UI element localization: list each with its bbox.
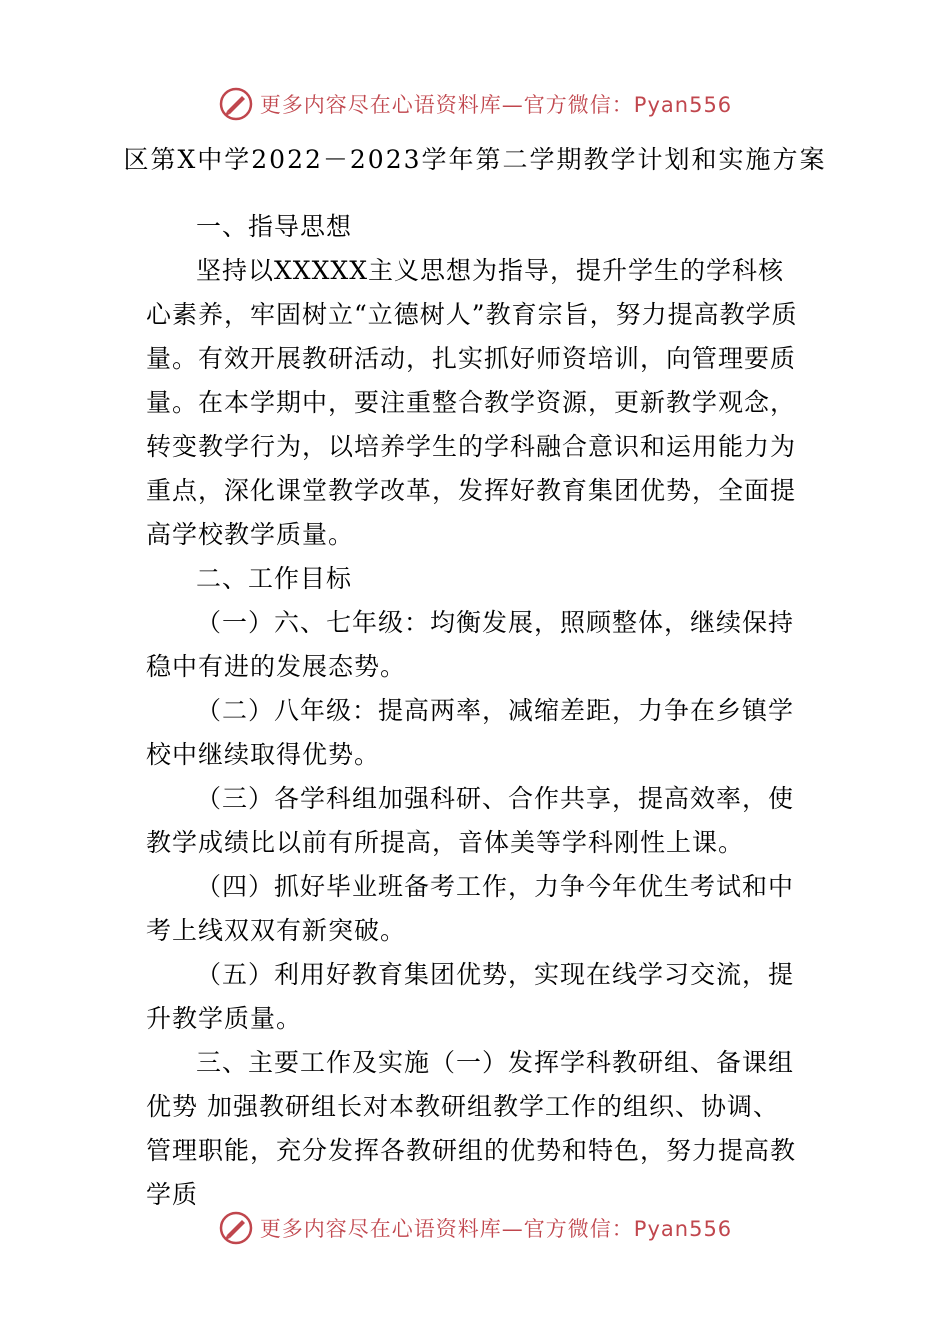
- paragraph: （二）八年级：提高两率，减缩差距，力争在乡镇学校中继续取得优势。: [146, 696, 795, 769]
- watermark-text: 更多内容尽在心语资料库—官方微信：Pyan556: [259, 93, 733, 117]
- section-heading: 一、指导思想: [196, 212, 353, 241]
- pen-logo-icon: [218, 86, 254, 122]
- paragraph: （五）利用好教育集团优势，实现在线学习交流，提升教学质量。: [146, 960, 795, 1033]
- paragraph: 三、主要工作及实施（一）发挥学科教研组、备课组优势 加强教研组长对本教研组教学工作的组织、协调、管理职能，充分发挥各教研组的优势和特色，努力提高教学质: [146, 1048, 797, 1209]
- watermark-text: 更多内容尽在心语资料库—官方微信：Pyan556: [259, 1217, 733, 1241]
- document-body: [146, 205, 802, 1217]
- paragraph: 坚持以XXXXX主义思想为指导，提升学生的学科核心素养，牢固树立“立德树人”教育宗旨，努力提高教学质量。有效开展教研活动，扎实抓好师资培训，向管理要质量。在本学期中，要注重整合教学资源，更新教学观念，转变教学行为，以培养学生的学科融合意识和运用能力为重点，深化课堂教学改革，发挥好教育集团优势，全面提高学校教学质量。: [146, 256, 798, 549]
- paragraph: （三）各学科组加强科研、合作共享，提高效率，使教学成绩比以前有所提高，音体美等学科刚性上课。: [146, 784, 795, 857]
- document-title: 区第X中学2022－2023学年第二学期教学计划和实施方案: [123, 145, 827, 174]
- paragraph: （四）抓好毕业班备考工作，力争今年优生考试和中考上线双双有新突破。: [146, 872, 795, 945]
- section-heading: 二、工作目标: [196, 564, 353, 593]
- paragraph: （一）六、七年级：均衡发展，照顾整体，继续保持稳中有进的发展态势。: [146, 608, 795, 681]
- watermark-banner-bottom: [0, 1208, 950, 1248]
- watermark-banner-top: [0, 84, 950, 124]
- pen-logo-icon: [218, 1210, 254, 1246]
